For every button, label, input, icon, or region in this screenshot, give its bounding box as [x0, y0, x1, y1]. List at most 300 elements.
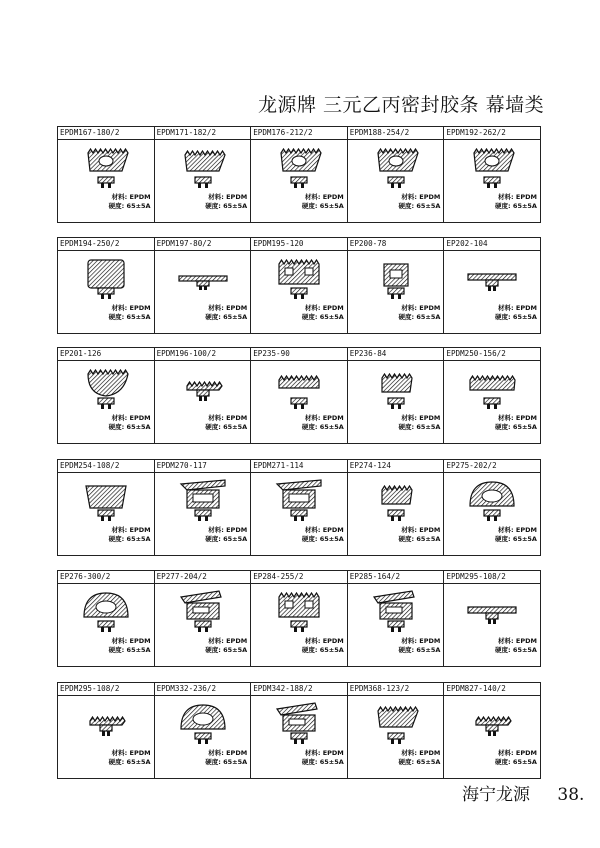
code-divider: [348, 250, 444, 251]
hardness-value: 65±5A: [512, 758, 537, 766]
product-card: [347, 571, 444, 666]
material-label: 材料:: [208, 526, 224, 534]
hardness-value: 65±5A: [126, 423, 151, 431]
product-card: [250, 348, 347, 443]
product-card: [58, 683, 154, 778]
product-code: EP201-126: [60, 349, 102, 358]
hardness-value: 65±5A: [223, 202, 248, 210]
hardness-label: 硬度:: [108, 423, 125, 431]
material-spec: [305, 193, 344, 201]
code-divider: [348, 472, 444, 473]
material-spec: [112, 637, 151, 645]
hardness-value: 65±5A: [416, 202, 441, 210]
seal-profile-drawing: [78, 587, 134, 633]
product-row: [57, 570, 541, 667]
material-value: EPDM: [419, 414, 441, 422]
hardness-label: 硬度:: [398, 202, 415, 210]
material-value: EPDM: [226, 304, 248, 312]
material-label: 材料:: [401, 193, 418, 201]
hardness-label: 硬度:: [205, 646, 221, 654]
material-spec: [401, 526, 440, 534]
product-code: EPDM197-80/2: [156, 239, 212, 248]
hardness-label: 硬度:: [398, 423, 415, 431]
code-divider: [58, 472, 154, 473]
hardness-spec: [302, 423, 344, 431]
seal-profile-drawing: [78, 476, 134, 522]
hardness-spec: [302, 535, 344, 543]
hardness-value: 65±5A: [223, 423, 248, 431]
hardness-label: 硬度:: [108, 202, 125, 210]
material-spec: [401, 304, 440, 312]
material-value: EPDM: [129, 637, 151, 645]
hardness-label: 硬度:: [301, 758, 318, 766]
product-card: [443, 460, 540, 555]
material-label: 材料:: [401, 304, 418, 312]
product-code: EPDM194-250/2: [60, 239, 120, 248]
product-code: EPDM332-236/2: [156, 684, 217, 693]
code-divider: [251, 360, 347, 361]
hardness-label: 硬度:: [495, 202, 511, 210]
hardness-label: 硬度:: [108, 313, 125, 321]
hardness-label: 硬度:: [205, 535, 221, 543]
hardness-spec: [398, 646, 440, 654]
product-code: EP200-78: [349, 239, 387, 248]
seal-profile-drawing: [175, 143, 231, 189]
material-label: 材料:: [208, 304, 224, 312]
product-code: EPDM368-123/2: [349, 684, 410, 693]
material-label: 材料:: [498, 637, 514, 645]
material-spec: [401, 749, 440, 757]
seal-profile-drawing: [368, 143, 424, 189]
material-value: EPDM: [226, 526, 248, 534]
hardness-spec: [495, 313, 537, 321]
code-divider: [444, 583, 540, 584]
seal-profile-drawing: [271, 699, 327, 745]
material-spec: [305, 414, 344, 422]
hardness-spec: [205, 646, 247, 654]
seal-profile-drawing: [368, 254, 424, 300]
hardness-spec: [205, 535, 247, 543]
material-label: 材料:: [401, 414, 418, 422]
hardness-value: 65±5A: [512, 646, 537, 654]
hardness-value: 65±5A: [416, 313, 441, 321]
material-value: EPDM: [515, 526, 537, 534]
seal-profile-drawing: [368, 476, 424, 522]
hardness-spec: [398, 202, 440, 210]
product-card: [347, 348, 444, 443]
hardness-value: 65±5A: [416, 758, 441, 766]
hardness-label: 硬度:: [205, 758, 221, 766]
seal-profile-drawing: [175, 699, 231, 745]
page-number: 38.: [557, 785, 585, 805]
material-label: 材料:: [208, 637, 224, 645]
product-code: EPDM271-114: [253, 461, 304, 470]
product-row: [57, 126, 541, 223]
product-card: [154, 127, 251, 222]
code-divider: [58, 250, 154, 251]
seal-profile-drawing: [368, 699, 424, 745]
hardness-value: 65±5A: [126, 535, 151, 543]
hardness-label: 硬度:: [301, 313, 318, 321]
seal-profile-drawing: [175, 476, 231, 522]
product-code: EPDM176-212/2: [253, 128, 313, 137]
hardness-spec: [495, 423, 537, 431]
material-spec: [208, 414, 247, 422]
hardness-spec: [302, 646, 344, 654]
code-divider: [251, 139, 347, 140]
hardness-spec: [302, 202, 344, 210]
product-code: EPDM827-140/2: [446, 684, 506, 693]
seal-profile-drawing: [78, 143, 134, 189]
hardness-spec: [205, 423, 247, 431]
hardness-label: 硬度:: [495, 758, 511, 766]
product-card: [58, 348, 154, 443]
product-card: [347, 238, 444, 333]
hardness-value: 65±5A: [126, 758, 151, 766]
hardness-value: 65±5A: [512, 423, 537, 431]
hardness-label: 硬度:: [495, 535, 511, 543]
product-card: [347, 683, 444, 778]
hardness-value: 65±5A: [223, 758, 248, 766]
hardness-spec: [109, 758, 151, 766]
product-code: EP275-202/2: [446, 461, 497, 470]
code-divider: [155, 360, 251, 361]
product-code: EPDM270-117: [156, 461, 207, 470]
material-spec: [305, 637, 344, 645]
product-code: EPDM342-188/2: [253, 684, 313, 693]
code-divider: [444, 139, 540, 140]
hardness-label: 硬度:: [301, 535, 318, 543]
material-spec: [305, 749, 344, 757]
product-card: [58, 127, 154, 222]
hardness-value: 65±5A: [416, 535, 441, 543]
hardness-spec: [495, 758, 537, 766]
product-card: [154, 348, 251, 443]
product-code: EP284-255/2: [253, 572, 304, 581]
material-spec: [208, 193, 247, 201]
material-spec: [112, 193, 151, 201]
product-card: [250, 571, 347, 666]
product-code: EPDM188-254/2: [349, 128, 410, 137]
hardness-spec: [302, 313, 344, 321]
material-label: 材料:: [498, 749, 514, 757]
hardness-label: 硬度:: [495, 313, 511, 321]
material-value: EPDM: [226, 637, 248, 645]
code-divider: [251, 250, 347, 251]
seal-profile-drawing: [78, 699, 134, 745]
hardness-spec: [109, 313, 151, 321]
material-label: 材料:: [304, 526, 321, 534]
material-label: 材料:: [208, 414, 224, 422]
code-divider: [155, 583, 251, 584]
material-label: 材料:: [111, 304, 128, 312]
product-code: EPDM167-180/2: [60, 128, 120, 137]
product-code: EPDM295-108/2: [60, 684, 120, 693]
hardness-spec: [495, 646, 537, 654]
seal-profile-drawing: [368, 364, 424, 410]
product-card: [154, 571, 251, 666]
material-label: 材料:: [498, 304, 514, 312]
material-spec: [401, 414, 440, 422]
hardness-value: 65±5A: [223, 535, 248, 543]
material-label: 材料:: [498, 526, 514, 534]
material-value: EPDM: [129, 193, 151, 201]
product-code: EPDM171-182/2: [156, 128, 217, 137]
product-code: EPDM192-262/2: [446, 128, 506, 137]
material-value: EPDM: [515, 637, 537, 645]
hardness-value: 65±5A: [126, 646, 151, 654]
material-value: EPDM: [129, 414, 151, 422]
material-spec: [401, 637, 440, 645]
material-spec: [112, 749, 151, 757]
material-label: 材料:: [304, 304, 321, 312]
material-spec: [498, 526, 537, 534]
material-value: EPDM: [515, 414, 537, 422]
hardness-spec: [205, 313, 247, 321]
material-label: 材料:: [304, 414, 321, 422]
material-spec: [208, 637, 247, 645]
product-card: [58, 460, 154, 555]
seal-profile-drawing: [78, 254, 134, 300]
product-row: [57, 682, 541, 779]
material-label: 材料:: [111, 749, 128, 757]
product-card: [443, 348, 540, 443]
hardness-spec: [109, 423, 151, 431]
code-divider: [251, 472, 347, 473]
code-divider: [155, 139, 251, 140]
product-card: [250, 683, 347, 778]
product-card: [154, 683, 251, 778]
hardness-spec: [398, 758, 440, 766]
material-value: EPDM: [129, 526, 151, 534]
hardness-value: 65±5A: [126, 202, 151, 210]
hardness-label: 硬度:: [301, 423, 318, 431]
material-spec: [208, 526, 247, 534]
code-divider: [444, 250, 540, 251]
code-divider: [251, 695, 347, 696]
hardness-label: 硬度:: [301, 646, 318, 654]
hardness-label: 硬度:: [495, 423, 511, 431]
hardness-spec: [205, 758, 247, 766]
hardness-value: 65±5A: [319, 313, 344, 321]
material-label: 材料:: [401, 526, 418, 534]
material-spec: [498, 304, 537, 312]
footer: [462, 780, 584, 805]
material-value: EPDM: [322, 414, 344, 422]
hardness-spec: [495, 202, 537, 210]
code-divider: [444, 360, 540, 361]
material-spec: [208, 749, 247, 757]
hardness-label: 硬度:: [205, 313, 221, 321]
hardness-spec: [109, 202, 151, 210]
hardness-label: 硬度:: [398, 646, 415, 654]
code-divider: [155, 472, 251, 473]
seal-profile-drawing: [271, 587, 327, 633]
material-label: 材料:: [401, 749, 418, 757]
material-value: EPDM: [322, 304, 344, 312]
material-value: EPDM: [226, 193, 248, 201]
seal-profile-drawing: [464, 254, 520, 300]
seal-profile-drawing: [464, 476, 520, 522]
hardness-label: 硬度:: [108, 758, 125, 766]
hardness-spec: [495, 535, 537, 543]
product-code: EP285-164/2: [349, 572, 401, 581]
code-divider: [155, 695, 251, 696]
code-divider: [348, 695, 444, 696]
code-divider: [251, 583, 347, 584]
code-divider: [58, 360, 154, 361]
seal-profile-drawing: [464, 699, 520, 745]
hardness-label: 硬度:: [108, 535, 125, 543]
hardness-spec: [109, 535, 151, 543]
seal-profile-drawing: [271, 364, 327, 410]
material-label: 材料:: [498, 414, 514, 422]
material-label: 材料:: [111, 193, 128, 201]
seal-profile-drawing: [271, 254, 327, 300]
product-row: [57, 459, 541, 556]
material-spec: [112, 414, 151, 422]
product-card: [443, 683, 540, 778]
code-divider: [444, 695, 540, 696]
hardness-label: 硬度:: [495, 646, 511, 654]
material-label: 材料:: [111, 526, 128, 534]
code-divider: [348, 139, 444, 140]
material-value: EPDM: [419, 749, 441, 757]
material-value: EPDM: [419, 526, 441, 534]
product-code: EP276-300/2: [60, 572, 111, 581]
seal-profile-drawing: [78, 364, 134, 410]
material-label: 材料:: [401, 637, 418, 645]
material-value: EPDM: [129, 304, 151, 312]
hardness-value: 65±5A: [319, 535, 344, 543]
product-card: [58, 238, 154, 333]
product-code: EP274-124: [349, 461, 391, 470]
material-value: EPDM: [419, 193, 441, 201]
page-title: 龙源牌 三元乙丙密封胶条 幕墙类: [258, 94, 545, 116]
material-spec: [112, 304, 151, 312]
code-divider: [348, 360, 444, 361]
hardness-label: 硬度:: [398, 313, 415, 321]
material-value: EPDM: [129, 749, 151, 757]
hardness-spec: [398, 535, 440, 543]
hardness-value: 65±5A: [512, 202, 537, 210]
material-value: EPDM: [322, 637, 344, 645]
material-spec: [498, 414, 537, 422]
hardness-label: 硬度:: [108, 646, 125, 654]
code-divider: [58, 583, 154, 584]
hardness-label: 硬度:: [301, 202, 318, 210]
material-spec: [208, 304, 247, 312]
material-value: EPDM: [515, 749, 537, 757]
product-card: [443, 571, 540, 666]
hardness-value: 65±5A: [319, 758, 344, 766]
material-label: 材料:: [304, 637, 321, 645]
hardness-label: 硬度:: [205, 202, 221, 210]
material-label: 材料:: [304, 193, 321, 201]
hardness-spec: [398, 423, 440, 431]
hardness-value: 65±5A: [223, 313, 248, 321]
seal-profile-drawing: [175, 364, 231, 410]
material-value: EPDM: [419, 304, 441, 312]
hardness-value: 65±5A: [319, 202, 344, 210]
material-spec: [112, 526, 151, 534]
code-divider: [348, 583, 444, 584]
product-card: [58, 571, 154, 666]
material-value: EPDM: [322, 749, 344, 757]
seal-profile-drawing: [271, 143, 327, 189]
hardness-spec: [302, 758, 344, 766]
seal-profile-drawing: [464, 587, 520, 633]
product-code: EP236-84: [349, 349, 387, 358]
hardness-spec: [205, 202, 247, 210]
product-card: [443, 127, 540, 222]
hardness-value: 65±5A: [126, 313, 151, 321]
hardness-value: 65±5A: [319, 423, 344, 431]
hardness-value: 65±5A: [223, 646, 248, 654]
product-card: [443, 238, 540, 333]
material-label: 材料:: [111, 414, 128, 422]
code-divider: [155, 250, 251, 251]
hardness-label: 硬度:: [205, 423, 221, 431]
seal-profile-drawing: [175, 587, 231, 633]
material-value: EPDM: [322, 526, 344, 534]
product-row: [57, 347, 541, 444]
seal-profile-drawing: [175, 254, 231, 300]
seal-profile-drawing: [368, 587, 424, 633]
material-spec: [498, 193, 537, 201]
material-spec: [401, 193, 440, 201]
product-card: [250, 238, 347, 333]
code-divider: [58, 139, 154, 140]
material-spec: [305, 304, 344, 312]
product-row: [57, 237, 541, 334]
product-code: EPDM295-108/2: [446, 572, 506, 581]
code-divider: [444, 472, 540, 473]
material-label: 材料:: [208, 193, 224, 201]
material-value: EPDM: [322, 193, 344, 201]
hardness-spec: [398, 313, 440, 321]
product-code: EPDM196-100/2: [156, 349, 217, 358]
material-label: 材料:: [111, 637, 128, 645]
product-card: [154, 238, 251, 333]
product-card: [347, 460, 444, 555]
hardness-value: 65±5A: [319, 646, 344, 654]
hardness-value: 65±5A: [416, 423, 441, 431]
hardness-value: 65±5A: [512, 535, 537, 543]
material-value: EPDM: [419, 637, 441, 645]
footer-brand: 海宁龙源: [462, 785, 530, 805]
material-value: EPDM: [226, 749, 248, 757]
material-value: EPDM: [515, 193, 537, 201]
material-spec: [498, 637, 537, 645]
seal-profile-drawing: [271, 476, 327, 522]
seal-profile-drawing: [464, 364, 520, 410]
product-card: [250, 460, 347, 555]
material-label: 材料:: [208, 749, 224, 757]
hardness-label: 硬度:: [398, 535, 415, 543]
product-code: EP277-204/2: [156, 572, 207, 581]
hardness-value: 65±5A: [512, 313, 537, 321]
material-spec: [498, 749, 537, 757]
hardness-value: 65±5A: [416, 646, 441, 654]
material-value: EPDM: [226, 414, 248, 422]
material-spec: [305, 526, 344, 534]
product-code: EP235-90: [253, 349, 290, 358]
material-label: 材料:: [498, 193, 514, 201]
hardness-label: 硬度:: [398, 758, 415, 766]
seal-profile-drawing: [464, 143, 520, 189]
material-value: EPDM: [515, 304, 537, 312]
